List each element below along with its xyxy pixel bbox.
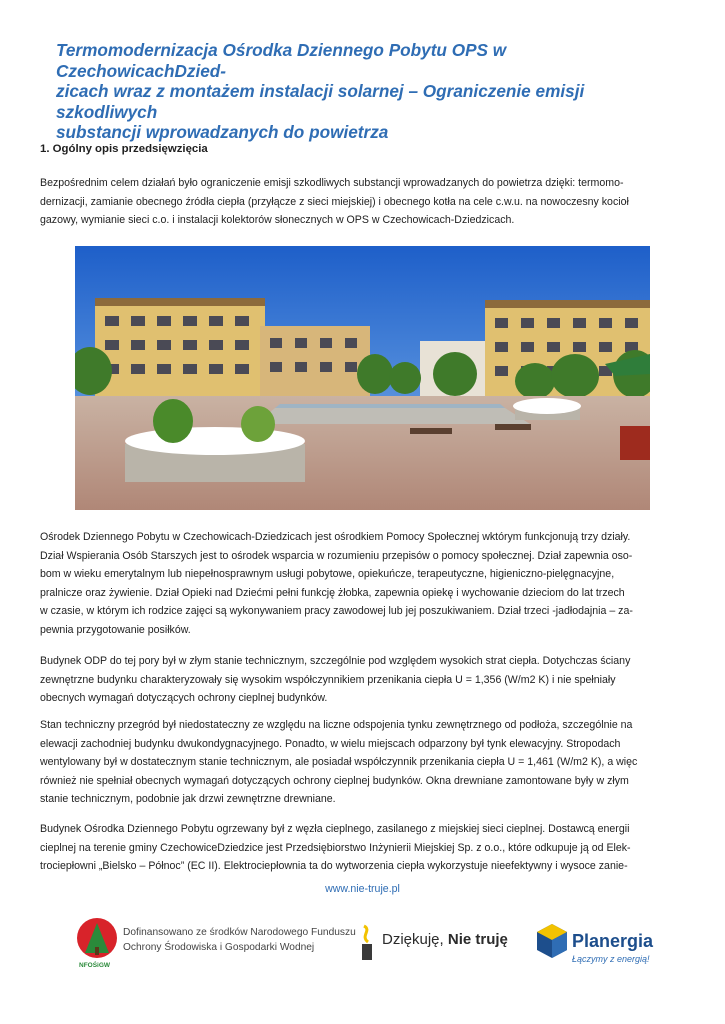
text-line: w czasie, w którym ich rodzice zajęci są wykonywaniem pracy zawodowej lub jej poszukiwaniem. Dział trzeci -jadłodajnia – za-: [40, 605, 633, 618]
paragraph-departments: [40, 528, 685, 640]
nfosigw-label: NFOŚiGW: [79, 962, 111, 969]
text-line: dernizacji, zamianie obecnego źródła ciepła (przyłącze z sieci miejskiej) i obecnego kotła na cele c.w.u. na nowoczesny kocioł: [40, 195, 629, 208]
text-line: Budynek Ośrodka Dziennego Pobytu ogrzewany był z węzła cieplnego, zasilanego z miejskiej sieci cieplnej. Dostawcą energii: [40, 823, 630, 835]
text-line: Bezpośrednim celem działań było ograniczenie emisji szkodliwych substancji wprowadzanych do powietrza dzięki: termomo-: [40, 177, 624, 189]
title-line: zicach wraz z montażem instalacji solarnej – Ograniczenie emisji szkodliwych: [56, 81, 585, 122]
nfos-funding-text: [123, 925, 356, 955]
nfosigw-logo: [76, 917, 118, 961]
text-line: Stan techniczny przegród był niedostateczny ze względu na liczne odspojenia tynku zewnętrznego od podłoża, szczególnie na: [40, 719, 633, 731]
text-line: gazowy, wymianie sieci c.o. i instalacji kolektorów słonecznych w OPS w Czechowicach-Dziedzicach.: [40, 214, 515, 227]
text-line: Dział Wspierania Osób Starszych jest to ośrodek wsparcia w rozumieniu przepisów o pomocy społecznej. Dział zapewnia oso-: [40, 549, 633, 562]
paragraph-building-condition: [40, 652, 685, 708]
paragraph-heating: [40, 820, 685, 876]
text-line: wentylowany był w dostatecznym stanie technicznym, ale posiadał współczynnik przenikania ciepła U = 1,461 (W/m2 K), a więc: [40, 756, 638, 769]
text-line: cieplnej na terenie gminy CzechowiceDziedzice jest Przedsiębiorstwo Inżynierii Miejskiej Sp. z o.o., które odkupuje ją od Elek-: [40, 841, 631, 854]
paragraph-partitions: [40, 716, 685, 809]
title-line: Termomodernizacja Ośrodka Dziennego Pobytu OPS w CzechowicachDzied-: [56, 40, 507, 81]
text-line: obecnych wymagań dotyczących ochrony cieplnej budynków.: [40, 692, 328, 705]
text-line: Budynek ODP do tej pory był w złym stanie technicznym, szczególnie pod względem wysokich strat ciepła. Dotychczas ściany: [40, 655, 631, 667]
text-line: bom w wieku emerytalnym lub niepełnosprawnym usługi pobytowe, opiekuńcze, terapeutyczne, higieniczno-pielęgnacyjne,: [40, 568, 615, 581]
title-line: substancji wprowadzanych do powietrza: [56, 122, 389, 142]
document-title: [56, 40, 656, 143]
dziekuje-nie-truje-logo: [382, 931, 508, 948]
planergia-slogan: Łączymy z energią!: [572, 954, 650, 964]
text-line: Dofinansowano ze środków Narodowego Funduszu: [123, 927, 356, 938]
text-line: Ośrodek Dziennego Pobytu w Czechowicach-Dziedzicach jest ośrodkiem Pomocy Społecznej wktórym funkcjonują trzy działy.: [40, 531, 631, 543]
text-line: zewnętrzne budynku charakteryzowały się wysokim współczynnikiem przenikania ciepła U = 1,356 (W/m2 K) i nie spełniały: [40, 673, 616, 686]
section-heading: 1. Ogólny opis przedsięwzięcia: [40, 143, 208, 155]
building-square-photo: [75, 246, 650, 510]
text-line: elewacji zachodniej budynku dwukondygnacyjnego. Ponadto, w wielu miejscach odparzony był tynk elewacyjny. Stropodach: [40, 737, 621, 750]
planergia-name: Planergia: [572, 931, 654, 951]
chimney-smoke-icon: [358, 922, 380, 962]
text-line: również nie spełniał obecnych wymagań dotyczących ochrony cieplnej budynków. Okna drewniane zamontowane były w złym: [40, 774, 629, 787]
nie-truje-text: Nie truję: [447, 931, 508, 948]
text-line: pralnicze oraz żywienie. Dział Opieki nad Dziećmi pełni funkcję żłobka, zapewnia opiekę i wychowanie dzieciom do lat trzech: [40, 586, 625, 599]
dziekuje-text: Dziękuję,: [382, 931, 444, 948]
website-link[interactable]: www.nie-truje.pl: [325, 883, 400, 895]
intro-paragraph: [40, 174, 685, 230]
text-line: pewnia przygotowanie posiłków.: [40, 623, 191, 636]
text-line: stanie technicznym, podobnie jak drzwi zewnętrzne drewniane.: [40, 793, 336, 806]
planergia-logo: [535, 922, 569, 960]
text-line: Ochrony Środowiska i Gospodarki Wodnej: [123, 942, 315, 953]
text-line: trociepłowni „Bielsko – Północ” (EC II). Elektrociepłownia ta do wytworzenia ciepła wykorzystuje nieefektywny i wysoce zanie-: [40, 860, 628, 873]
